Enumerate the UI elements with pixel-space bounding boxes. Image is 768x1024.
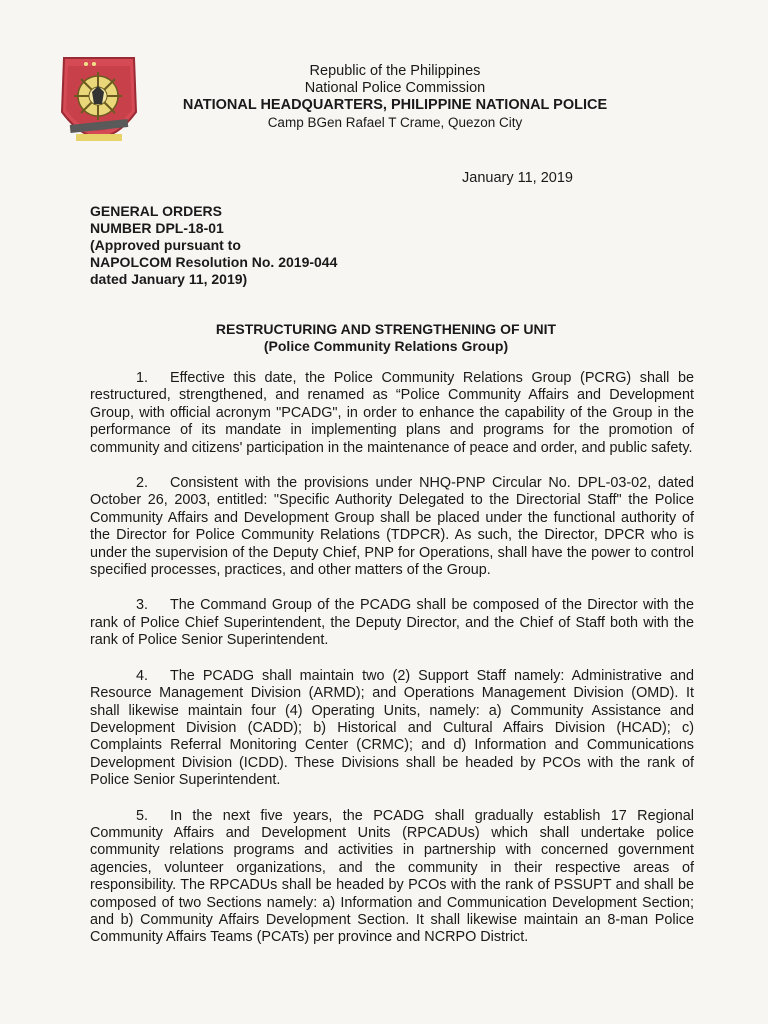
document-date: January 11, 2019: [462, 170, 573, 186]
go-line: NAPOLCOM Resolution No. 2019-044: [90, 254, 338, 270]
paragraph-text: In the next five years, the PCADG shall gradually establish 17 Regional Community Affairs and Development Units (RPCADUs) which shall undertake police community relations programs and activities in partnership with concerned government agencies, volunteer organizations, and the community in their respective areas of responsibility. The RPCADUs shall be headed by PCOs with the rank of PSSUPT and shall be composed of two Sections namely: a) Information and Communication Development Section; and b) Community Affairs Development Section. It shall likewise maintain an 8-man Police Community Affairs Teams (PCATs) per province and NCRPO District.: [90, 807, 694, 946]
letterhead-republic: Republic of the Philippines: [309, 63, 481, 79]
paragraph-text: Effective this date, the Police Community Relations Group (PCRG) shall be restructured, strengthened, and renamed as “Police Community Affairs and Development Group, with official acronym "PCADG", in order to enhance the capability of the Group in the performance of its mandate in implementing plans and programs for the promotion of community and citizens' participation in the maintenance of peace and order, and public safety.: [90, 370, 694, 456]
paragraph-text: The Command Group of the PCADG shall be composed of the Director with the rank of Police Chief Superintendent, the Deputy Director, and the Chief of Staff both with the rank of Police Senior Superintendent.: [90, 597, 694, 649]
paragraph-text: Consistent with the provisions under NHQ-PNP Circular No. DPL-03-02, dated October 26, 2003, entitled: "Specific Authority Delegated to the Directorial Staff" the Police Community Affairs and Development Group shall be placed under the functional authority of the Director for Police Community Relations (TDPCR). As such, the Director, DPCR who is under the supervision of the Deputy Chief, PNP for Operations, shall have the power to control specified processes, practices, and other matters of the Group.: [90, 475, 694, 579]
go-line: GENERAL ORDERS: [90, 203, 222, 219]
paragraph-number: 4.: [136, 667, 149, 684]
go-line: dated January 11, 2019): [90, 271, 248, 287]
paragraph: [90, 808, 694, 947]
title-sub: (Police Community Relations Group): [263, 338, 509, 354]
letterhead-office: NATIONAL HEADQUARTERS, PHILIPPINE NATIONAL POLICE: [182, 97, 608, 113]
paragraph-number: 3.: [136, 597, 149, 614]
paragraph-text: The PCADG shall maintain two (2) Support Staff namely: Administrative and Resource Management Division (ARMD); and Operations Management Division (OMD). It shall likewise maintain four (4) Operating Units, namely: a) Community Assistance and Development Division (CADD); b) Historical and Cultural Affairs Division (HCAD); c) Complaints Referral Monitoring Center (CRMC); and d) Information and Communications Development Division (ICDD). These Divisions shall be headed by PCOs with the rank of Police Senior Superintendent.: [90, 667, 694, 789]
paragraph: [90, 475, 694, 579]
paragraph-number: 2.: [136, 475, 149, 492]
go-line: NUMBER DPL-18-01: [90, 220, 224, 236]
letterhead-napolcom: National Police Commission: [304, 80, 486, 96]
go-line: (Approved pursuant to: [90, 237, 241, 253]
title-main: RESTRUCTURING AND STRENGTHENING OF UNIT: [215, 321, 557, 337]
paragraph-number: 5.: [136, 807, 149, 824]
paragraph-number: 1.: [136, 370, 149, 386]
pnp-seal-icon: [56, 52, 142, 156]
letterhead: [160, 63, 630, 131]
paragraph: [90, 668, 694, 790]
letterhead-address: Camp BGen Rafael T Crame, Quezon City: [267, 115, 523, 130]
paragraph: [90, 370, 694, 457]
paragraph: [90, 597, 694, 649]
document-body: [90, 370, 694, 965]
general-orders-block: [90, 203, 337, 288]
document-title: [90, 321, 682, 355]
